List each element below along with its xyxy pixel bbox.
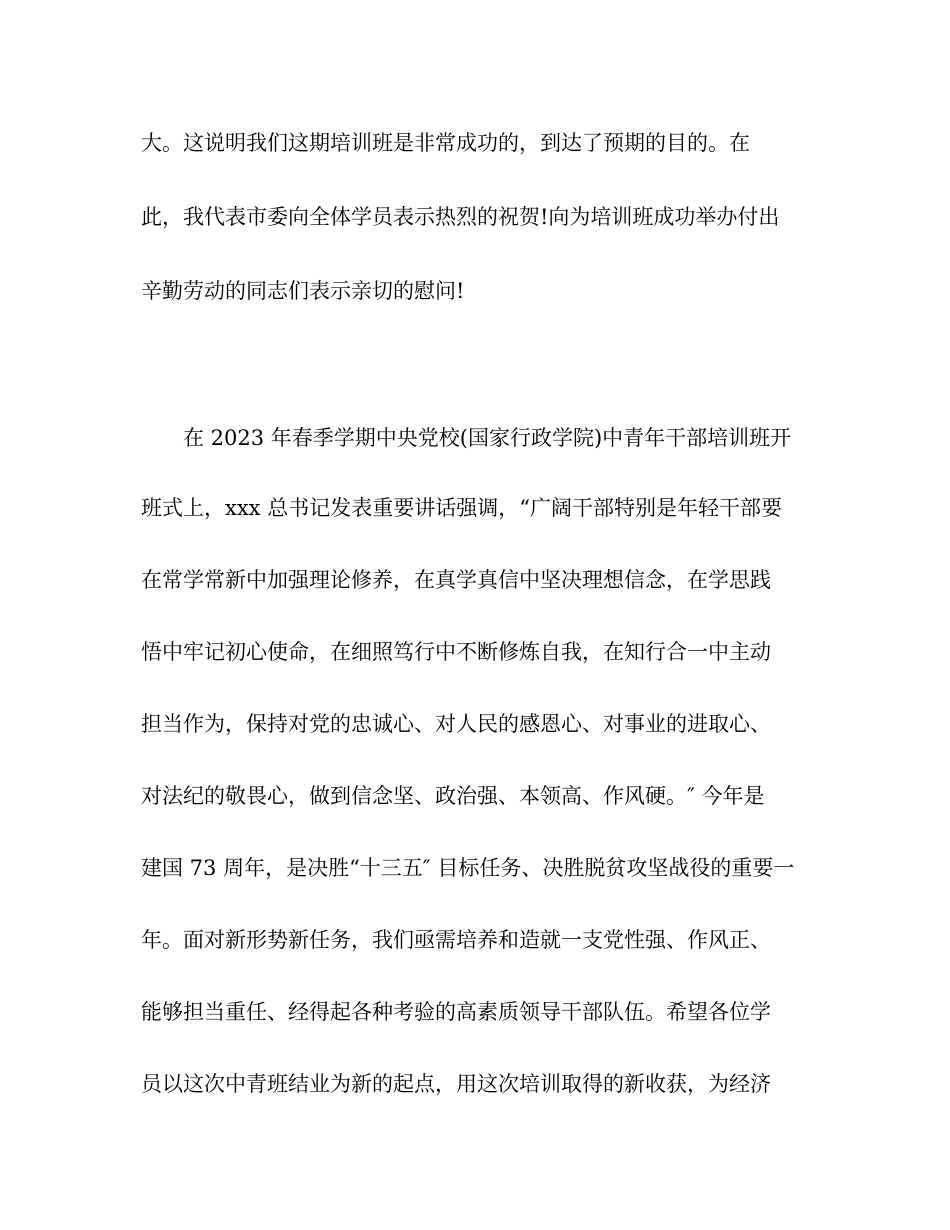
paragraph-2-line-5: 担当作为，保持对党的忠诚心、对人民的感恩心、对事业的进取心、 [141, 712, 771, 736]
paragraph-2-line-9: 能够担当重任、经得起各种考验的高素质领导干部队伍。希望各位学 [141, 1000, 771, 1024]
paragraph-2-line-3: 在常学常新中加强理论修养，在真学真信中坚决理想信念，在学思践 [141, 568, 771, 592]
paragraph-2-line-4: 悟中牢记初心使命，在细照笃行中不断修炼自我，在知行合一中主动 [141, 640, 771, 664]
paragraph-2-line-7: 建国 73 周年，是决胜“十三五″ 目标任务、决胜脱贫攻坚战役的重要一 [141, 856, 795, 880]
paragraph-1-line-2: 此，我代表市委向全体学员表示热烈的祝贺!向为培训班成功举办付出 [141, 205, 780, 229]
paragraph-2-line-6: 对法纪的敬畏心，做到信念坚、政治强、本领高、作风硬。″ 今年是 [141, 784, 765, 808]
paragraph-2-line-8: 年。面对新形势新任务，我们亟需培养和造就一支党性强、作风正、 [141, 928, 771, 952]
paragraph-2-line-2: 班式上，xxx 总书记发表重要讲话强调，“广阔干部特别是年轻干部要 [141, 496, 782, 520]
paragraph-1-line-3: 辛勤劳动的同志们表示亲切的慰问! [141, 279, 465, 303]
paragraph-2-line-1: 在 2023 年春季学期中央党校(国家行政学院)中青年干部培训班开 [183, 426, 792, 450]
paragraph-1-line-1: 大。这说明我们这期培训班是非常成功的，到达了预期的目的。在 [141, 131, 750, 155]
paragraph-2-line-10: 员以这次中青班结业为新的起点，用这次培训取得的新收获，为经济 [141, 1072, 771, 1096]
